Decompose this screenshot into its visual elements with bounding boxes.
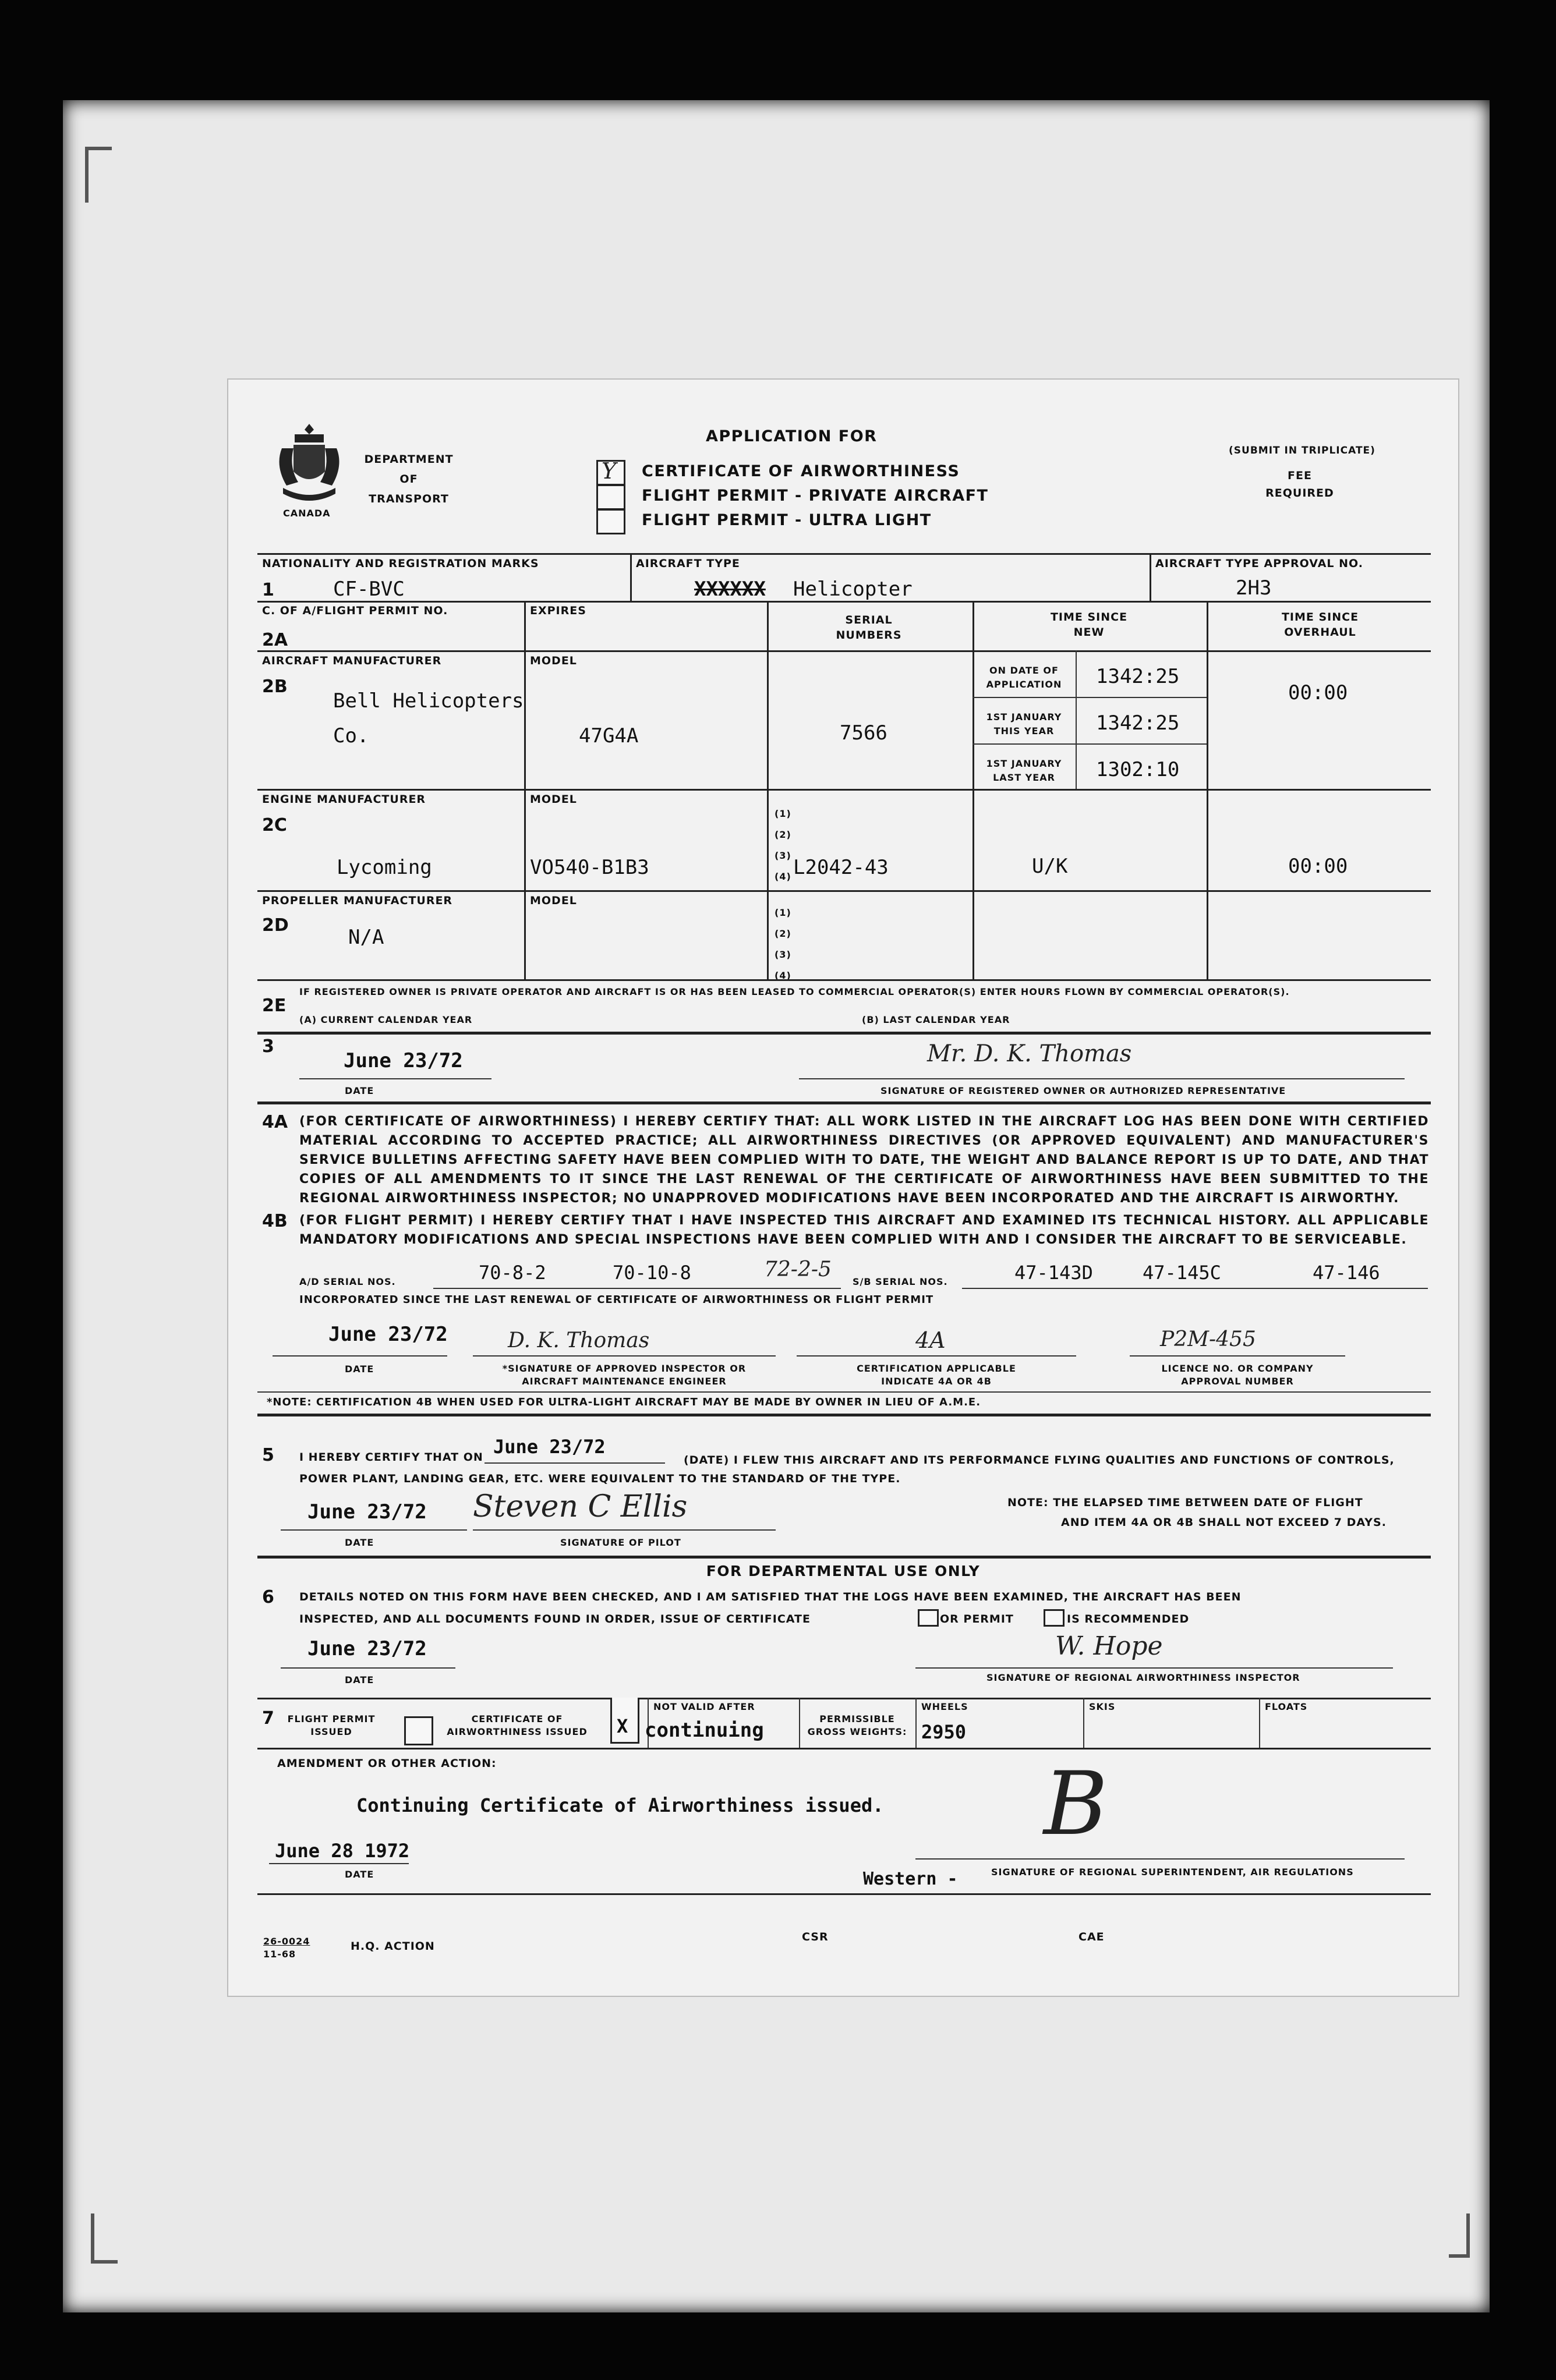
ad-serial-3: 72-2-5: [764, 1258, 832, 1281]
inspector-label-1: *SIGNATURE OF APPROVED INSPECTOR OR: [502, 1363, 747, 1374]
row3-number: 3: [262, 1036, 274, 1057]
time-label-last-year: [972, 757, 1076, 785]
fee-required: [1247, 467, 1352, 502]
rule-pilot-signature: [473, 1529, 776, 1531]
serial-label-line-2: NUMBERS: [836, 629, 902, 642]
row5-date-value: June 23/72: [307, 1500, 427, 1524]
flight-permit-issued-label: [282, 1713, 381, 1738]
gross-weights-label-1: PERMISSIBLE: [819, 1713, 895, 1724]
option-label-private: FLIGHT PERMIT - PRIVATE AIRCRAFT: [642, 487, 989, 505]
region-value: Western -: [863, 1869, 958, 1889]
ad-serial-label: A/D SERIAL NOS.: [299, 1276, 396, 1287]
propeller-slot-3: (3): [775, 949, 791, 960]
aircraft-manufacturer-label: AIRCRAFT MANUFACTURER: [262, 654, 442, 667]
ad-serial-2: 70-10-8: [613, 1262, 691, 1284]
department-line-3: TRANSPORT: [369, 493, 449, 505]
time-label-application-1: ON DATE OF: [989, 665, 1059, 676]
nationality-label: NATIONALITY AND REGISTRATION MARKS: [262, 557, 539, 570]
aircraft-manufacturer-line-2: Co.: [333, 724, 369, 748]
time-label-application-2: APPLICATION: [986, 679, 1062, 690]
time-overhaul-line-1: TIME SINCE: [1281, 611, 1359, 624]
rule-row1-top: [257, 553, 1431, 555]
option-label-airworthiness: CERTIFICATE OF AIRWORTHINESS: [642, 462, 960, 480]
departmental-date-value: June 23/72: [307, 1637, 427, 1660]
option-checkbox-airworthiness[interactable]: [596, 460, 625, 486]
rule-note-top: [257, 1391, 1431, 1393]
licence-label: [1130, 1362, 1345, 1388]
time-since-new-label: [972, 610, 1205, 640]
rule-row4a-top: [257, 1102, 1431, 1104]
is-recommended-checkbox[interactable]: [1044, 1609, 1065, 1627]
time-since-overhaul-label: [1207, 610, 1434, 640]
gross-weights-label: [802, 1713, 913, 1738]
rule-inspector-regional: [915, 1667, 1393, 1669]
row2a-number: 2A: [262, 630, 288, 650]
time-overhaul-line-2: OVERHAUL: [1284, 626, 1356, 639]
fee-line-2: REQUIRED: [1265, 487, 1334, 500]
aircraft-overhaul-value: 00:00: [1288, 681, 1348, 704]
rule-times-h2: [972, 743, 1207, 745]
permit-no-label: C. OF A/FLIGHT PERMIT NO.: [262, 604, 448, 617]
row3-date-label: DATE: [345, 1085, 374, 1096]
registration-value: CF-BVC: [333, 578, 405, 601]
flight-permit-issued-checkbox[interactable]: [404, 1716, 433, 1745]
propeller-manufacturer-label: PROPELLER MANUFACTURER: [262, 894, 453, 907]
canada-coat-of-arms-icon: [271, 419, 347, 507]
option-mark-airworthiness: Y: [602, 458, 617, 484]
engine-model-label: MODEL: [530, 793, 577, 806]
row7-number: 7: [262, 1708, 274, 1729]
cert-issued-label-1: CERTIFICATE OF: [471, 1713, 563, 1724]
fee-line-1: FEE: [1288, 469, 1312, 482]
department-line-1: DEPARTMENT: [364, 453, 454, 466]
owner-signature-label: SIGNATURE OF REGISTERED OWNER OR AUTHORIZED REPRESENTATIVE: [880, 1085, 1286, 1096]
rule-departmental-date: [281, 1667, 455, 1669]
wheels-label: WHEELS: [921, 1701, 968, 1712]
time-label-this-year-2: THIS YEAR: [993, 725, 1055, 736]
rule-row7-bottom: [257, 1748, 1431, 1749]
engine-slot-1: (1): [775, 808, 791, 819]
cert-issued-label: [436, 1713, 599, 1738]
option-label-ultralight: FLIGHT PERMIT - ULTRA LIGHT: [642, 511, 932, 529]
serial-label-line-1: SERIAL: [845, 614, 893, 626]
department-line-2: OF: [399, 473, 418, 486]
propeller-slot-2: (2): [775, 928, 791, 939]
engine-time-new-value: U/K: [1032, 855, 1068, 878]
rule-licence: [1130, 1355, 1345, 1357]
option-checkbox-private[interactable]: [596, 484, 625, 510]
row5-note-2: AND ITEM 4A OR 4B SHALL NOT EXCEED 7 DAYS.: [1061, 1516, 1387, 1529]
aircraft-type-struck: XXXXXX: [694, 578, 766, 601]
engine-slot-4: (4): [775, 871, 791, 882]
row6-number: 6: [262, 1587, 274, 1607]
amendment-date-value: June 28 1972: [275, 1840, 410, 1862]
engine-serial-value: L2042-43: [793, 856, 889, 879]
floats-label: FLOATS: [1265, 1701, 1308, 1712]
rule-row2e-top: [257, 979, 1431, 981]
time-value-this-year: 1342:25: [1096, 711, 1180, 735]
row4b-text: (FOR FLIGHT PERMIT) I HEREBY CERTIFY THAT I HAVE INSPECTED THIS AIRCRAFT AND EXAMINED ITS TECHNICAL HISTORY. ALL APPLICABLE MANDATORY MODIFICATIONS AND SPECIAL INSPECTIONS HAVE BEEN COMPLIED WITH AND I CONSIDER THE AIRCRAFT TO BE SERVICEABLE.: [299, 1213, 1429, 1247]
expires-label: EXPIRES: [530, 604, 586, 617]
engine-slots: [775, 803, 791, 887]
propeller-manufacturer-value: N/A: [348, 926, 384, 949]
engine-slot-3: (3): [775, 850, 791, 861]
rule-row5-top: [257, 1414, 1431, 1416]
rule-row3-date: [299, 1078, 491, 1079]
application-form: [227, 378, 1459, 1997]
departmental-text-1: DETAILS NOTED ON THIS FORM HAVE BEEN CHECKED, AND I AM SATISFIED THAT THE LOGS HAVE BEEN EXAMINED, THE AIRCRAFT HAS BEEN: [299, 1591, 1242, 1603]
gross-weights-label-2: GROSS WEIGHTS:: [807, 1726, 907, 1737]
row5-prefix: I HEREBY CERTIFY THAT ON: [299, 1451, 483, 1464]
licence-label-2: APPROVAL NUMBER: [1181, 1376, 1294, 1387]
time-value-last-year: 1302:10: [1096, 758, 1180, 781]
rule-times-h1: [972, 697, 1207, 698]
row4b-date-label: DATE: [345, 1363, 374, 1375]
aircraft-manufacturer-line-1: Bell Helicopters: [333, 689, 524, 713]
rule-certification: [797, 1355, 1076, 1357]
rule-row7-top: [257, 1698, 1431, 1699]
incorporated-text: INCORPORATED SINCE THE LAST RENEWAL OF CERTIFICATE OF AIRWORTHINESS OR FLIGHT PERMIT: [299, 1294, 934, 1306]
form-number-1: 26-0024: [263, 1936, 310, 1947]
form-number: [263, 1935, 310, 1961]
superintendent-label: SIGNATURE OF REGIONAL SUPERINTENDENT, AIR REGULATIONS: [991, 1867, 1354, 1878]
inspector-signature: D. K. Thomas: [508, 1329, 650, 1352]
rule-row7-v5: [1259, 1698, 1260, 1748]
sb-serial-label: S/B SERIAL NOS.: [853, 1276, 948, 1287]
rule-row2b-top: [257, 650, 1431, 652]
sb-serial-3: 47-146: [1313, 1262, 1380, 1284]
rule-row7-v4: [1083, 1698, 1084, 1748]
type-approval-label: AIRCRAFT TYPE APPROVAL NO.: [1155, 557, 1363, 570]
engine-manufacturer-value: Lycoming: [337, 856, 432, 879]
propeller-slot-1: (1): [775, 907, 791, 918]
or-permit-label: OR PERMIT: [940, 1613, 1014, 1625]
certification-label-2: INDICATE 4A OR 4B: [881, 1376, 992, 1387]
rule-row4b-date: [273, 1355, 447, 1357]
row2e-text: IF REGISTERED OWNER IS PRIVATE OPERATOR AND AIRCRAFT IS OR HAS BEEN LEASED TO COMMERCIAL OPERATOR(S) ENTER HOURS FLOWN BY COMMERCIAL OPERATOR(S).: [299, 986, 1290, 997]
superintendent-signature: B: [1044, 1754, 1108, 1855]
row4b-date-value: June 23/72: [328, 1323, 448, 1346]
pilot-signature: Steven C Ellis: [473, 1489, 688, 1524]
row5-date-label: DATE: [345, 1537, 374, 1548]
rule-row3-signature: [799, 1078, 1405, 1079]
rule-row7-v3: [915, 1698, 917, 1748]
or-permit-checkbox[interactable]: [918, 1609, 939, 1627]
certification-applicable-value: 4A: [915, 1327, 946, 1353]
rule-amendment-date: [269, 1863, 409, 1864]
aircraft-type-label: AIRCRAFT TYPE: [636, 557, 740, 570]
row2b-number: 2B: [262, 677, 288, 697]
time-value-application: 1342:25: [1096, 665, 1180, 688]
row2c-number: 2C: [262, 815, 287, 835]
rule-row1-v2: [1150, 553, 1151, 601]
row5-text: (DATE) I FLEW THIS AIRCRAFT AND ITS PERFORMANCE FLYING QUALITIES AND FUNCTIONS OF CONTROLS, POWER PLANT, LANDING GEAR, ETC. WERE EQUIVALENT TO THE STANDARD OF THE TYPE.: [299, 1454, 1395, 1485]
rule-row7-v2: [799, 1698, 800, 1748]
row5-note-1: NOTE: THE ELAPSED TIME BETWEEN DATE OF FLIGHT: [1007, 1496, 1363, 1509]
propeller-slots: [775, 902, 791, 986]
amendment-text: Continuing Certificate of Airworthiness issued.: [356, 1794, 884, 1816]
application-for-title: APPLICATION FOR: [706, 427, 878, 445]
ad-serial-1: 70-8-2: [479, 1262, 546, 1284]
row2e-number: 2E: [262, 996, 287, 1016]
propeller-model-label: MODEL: [530, 894, 577, 907]
rule-inspector-signature: [473, 1355, 776, 1357]
wheels-value: 2950: [921, 1721, 967, 1743]
csr-label: CSR: [802, 1931, 829, 1943]
not-valid-after-label: NOT VALID AFTER: [653, 1701, 755, 1712]
departmental-text-2: INSPECTED, AND ALL DOCUMENTS FOUND IN ORDER, ISSUE OF CERTIFICATE: [299, 1613, 811, 1625]
departmental-date-label: DATE: [345, 1674, 374, 1685]
inspector-label-2: AIRCRAFT MAINTENANCE ENGINEER: [522, 1376, 727, 1387]
time-label-last-year-2: LAST YEAR: [993, 772, 1055, 783]
row4b-number: 4B: [262, 1211, 288, 1231]
aircraft-serial-value: 7566: [840, 721, 887, 745]
rule-superintendent: [915, 1858, 1405, 1860]
cert-issued-label-2: AIRWORTHINESS ISSUED: [447, 1726, 588, 1737]
time-label-application: [972, 664, 1076, 692]
time-label-this-year-1: 1ST JANUARY: [986, 711, 1062, 722]
inspector-signature-label: [473, 1362, 776, 1388]
engine-slot-2: (2): [775, 829, 791, 840]
row4a-number: 4A: [262, 1112, 288, 1132]
form-number-2: 11-68: [263, 1949, 296, 1960]
time-label-this-year: [972, 710, 1076, 738]
row4a-text: (FOR CERTIFICATE OF AIRWORTHINESS) I HEREBY CERTIFY THAT: ALL WORK LISTED IN THE AIRCRAFT LOG HAS BEEN DONE WITH CERTIFIED MATERIAL ACCORDING TO ACCEPTED PRACTICE; ALL AIRWORTHINESS DIRECTIVES (OR APPROVED EQUIVALENT) AND MANUFACTURER'S SERVICE BULLETINS AFFECTING SAFETY HAVE BEEN COMPLIED WITH TO DATE, THE WEIGHT AND BALANCE REPORT IS UP TO DATE, AND THAT COPIES OF ALL AMENDMENTS TO IT SINCE THE LAST RENEWAL OF THE CERTIFICATE OF AIRWORTHINESS HAVE BEEN SUBMITTED TO THE REGIONAL AIRWORTHINESS INSPECTOR; NO UNAPPROVED MODIFICATIONS HAVE BEEN INCORPORATED AND THE AIRCRAFT IS AIRWORTHY.: [299, 1114, 1429, 1206]
rule-row1-v1: [630, 553, 632, 601]
rule-ad-serial: [433, 1288, 841, 1289]
engine-overhaul-value: 00:00: [1288, 855, 1348, 878]
row3-date-value: June 23/72: [344, 1049, 463, 1072]
amendment-label: AMENDMENT OR OTHER ACTION:: [277, 1757, 497, 1770]
row2d-number: 2D: [262, 915, 289, 936]
time-new-line-1: TIME SINCE: [1050, 611, 1128, 624]
rule-times-v: [1076, 650, 1077, 789]
rule-row3-top: [257, 1032, 1431, 1035]
owner-signature: Mr. D. K. Thomas: [927, 1040, 1132, 1067]
licence-label-1: LICENCE NO. OR COMPANY: [1161, 1363, 1314, 1374]
sb-serial-2: 47-145C: [1143, 1262, 1221, 1284]
certification-applicable-label: [797, 1362, 1076, 1388]
cert-issued-checkbox[interactable]: [610, 1698, 639, 1744]
not-valid-after-value: continuing: [645, 1719, 764, 1742]
row5-flight-date: June 23/72: [493, 1436, 606, 1458]
skis-label: SKIS: [1089, 1701, 1116, 1712]
is-recommended-label: IS RECOMMENDED: [1067, 1613, 1190, 1625]
flight-permit-label-1: FLIGHT PERMIT: [287, 1713, 376, 1724]
row1-number: 1: [262, 580, 274, 600]
option-checkbox-ultralight[interactable]: [596, 509, 625, 534]
rule-footer-top: [257, 1893, 1431, 1895]
time-new-line-2: NEW: [1073, 626, 1105, 639]
cae-label: CAE: [1078, 1931, 1105, 1943]
aircraft-type-value: Helicopter: [793, 578, 913, 601]
row2e-last-year: (B) LAST CALENDAR YEAR: [862, 1014, 1010, 1025]
departmental-title: FOR DEPARTMENTAL USE ONLY: [706, 1563, 981, 1579]
corner-mark-bottom-right: [1449, 2213, 1470, 2258]
pilot-signature-label: SIGNATURE OF PILOT: [560, 1537, 681, 1548]
engine-model-value: VO540-B1B3: [530, 856, 649, 879]
rule-row5-date: [281, 1529, 467, 1531]
ultralight-note: *NOTE: CERTIFICATION 4B WHEN USED FOR ULTRA-LIGHT AIRCRAFT MAY BE MADE BY OWNER IN LIEU OF A.M.E.: [267, 1396, 981, 1408]
aircraft-model-label: MODEL: [530, 654, 577, 667]
corner-mark-bottom-left: [91, 2213, 118, 2264]
row5-number: 5: [262, 1445, 274, 1465]
serial-numbers-label: [767, 612, 971, 643]
time-label-last-year-1: 1ST JANUARY: [986, 758, 1062, 769]
canada-label: CANADA: [283, 508, 331, 519]
airworthiness-inspector-label: SIGNATURE OF REGIONAL AIRWORTHINESS INSPECTOR: [986, 1672, 1300, 1683]
rule-departmental-top: [257, 1556, 1431, 1559]
sb-serial-1: 47-143D: [1014, 1262, 1093, 1284]
licence-value: P2M-455: [1160, 1327, 1256, 1351]
corner-mark-top-left: [85, 147, 112, 203]
rule-row2d-top: [257, 890, 1431, 892]
aircraft-model-value: 47G4A: [579, 724, 639, 748]
department-label: [351, 449, 467, 509]
propeller-slot-4: (4): [775, 970, 791, 981]
submit-triplicate-note: (SUBMIT IN TRIPLICATE): [1229, 445, 1375, 456]
rule-row2a-top: [257, 601, 1431, 603]
hq-action-label: H.Q. ACTION: [351, 1940, 435, 1953]
flight-permit-label-2: ISSUED: [310, 1726, 352, 1737]
certification-label-1: CERTIFICATION APPLICABLE: [857, 1363, 1016, 1374]
row2e-current-year: (A) CURRENT CALENDAR YEAR: [299, 1014, 473, 1025]
airworthiness-inspector-signature: W. Hope: [1055, 1631, 1163, 1661]
amendment-date-label: DATE: [345, 1869, 374, 1880]
rule-sb-serial: [962, 1288, 1428, 1289]
cert-issued-mark: X: [617, 1715, 628, 1737]
type-approval-value: 2H3: [1236, 576, 1272, 600]
rule-row2c-top: [257, 789, 1431, 791]
engine-manufacturer-label: ENGINE MANUFACTURER: [262, 793, 426, 806]
